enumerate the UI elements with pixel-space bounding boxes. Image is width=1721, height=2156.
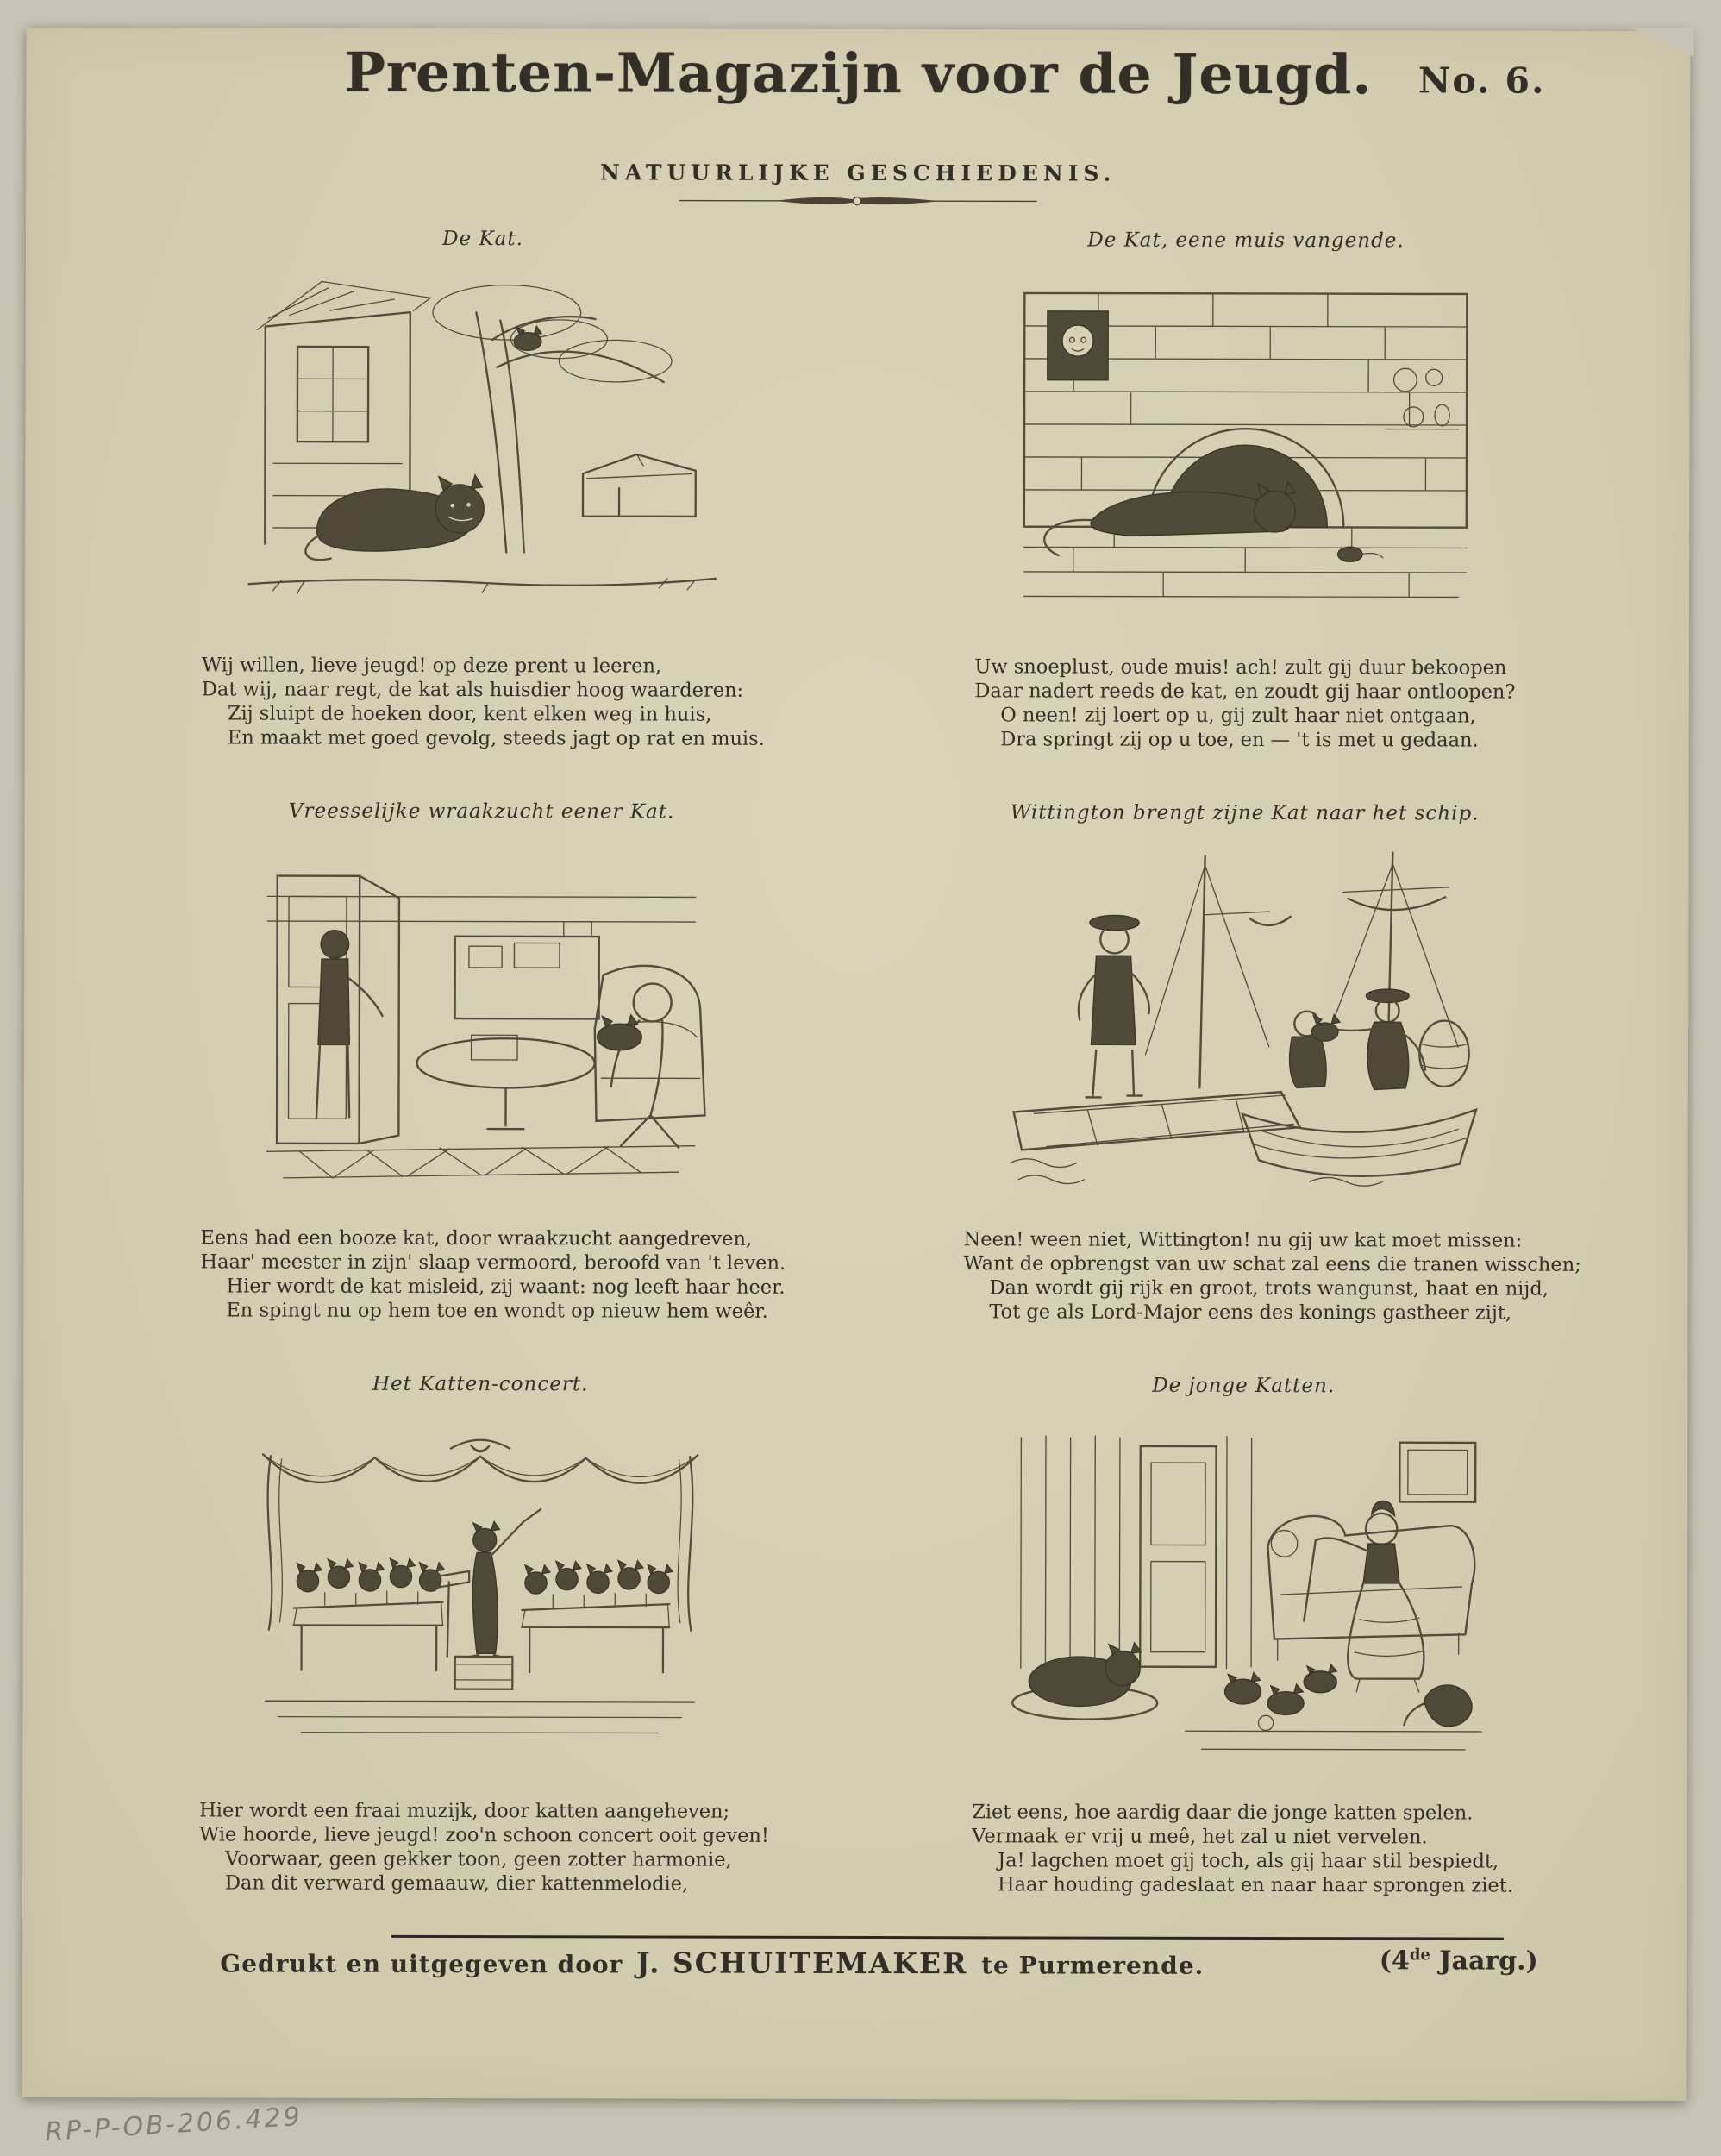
- verse-line: Dat wij, naar regt, de kat als huisdier hoog waarderen:: [201, 678, 744, 702]
- panel-wraakzucht: [200, 799, 786, 1323]
- wittington-engraving: [964, 832, 1525, 1211]
- section-title: NATUURLIJKE GESCHIEDENIS.: [599, 160, 1117, 186]
- kat-muis-engraving: [965, 260, 1526, 638]
- imprint-suffix: te Purmerende.: [981, 1951, 1205, 1980]
- panel-de-kat: [202, 227, 763, 750]
- panel-wittington: [963, 801, 1581, 1325]
- verse-line: Wie hoorde, lieve jeugd! zoo'n schoon concert ooit geven!: [199, 1823, 769, 1847]
- panel-caption: De Kat.: [442, 227, 523, 251]
- wraakzucht-engraving: [201, 830, 762, 1209]
- girl-with-kittens-illustration: [984, 1413, 1502, 1776]
- verse-line: Ja! lagchen moet gij toch, als gij haar stil bespiedt,: [998, 1849, 1499, 1873]
- verse-line: Haar' meester in zijn' slaap vermoord, beroofd van 't leven.: [200, 1250, 786, 1275]
- publisher-name: J. SCHUITEMAKER: [635, 1946, 968, 1981]
- panel-caption: Vreesselijke wraakzucht eener Kat.: [288, 799, 675, 824]
- panel-verse: [963, 1227, 1581, 1326]
- panel-caption: De Kat, eene muis vangende.: [1087, 229, 1405, 253]
- inventory-number-annotation: RP-P-OB-206.429: [44, 2101, 304, 2148]
- cat-stalking-mouse-illustration: [999, 267, 1492, 630]
- verse-line: Hier wordt een fraai muzijk, door katten aangeheven;: [199, 1799, 730, 1823]
- cat-revenge-interior-illustration: [231, 838, 732, 1201]
- cat-by-farmhouse-illustration: [241, 262, 724, 634]
- verse-line: Dan wordt gij rijk en groot, trots wangunst, haat en nijd,: [989, 1276, 1549, 1300]
- cat-concert-illustration: [247, 1412, 713, 1775]
- panel-kat-muis: [965, 229, 1526, 752]
- colophon: [22, 1934, 1687, 1998]
- masthead: [26, 28, 1690, 162]
- verse-line: Want de opbrengst van uw schat zal eens die tranen wisschen;: [963, 1252, 1581, 1276]
- wittington-ship-illustration: [990, 840, 1499, 1203]
- verse-line: En maakt met goed gevolg, steeds jagt op rat en muis.: [227, 726, 765, 750]
- jonge-katten-engraving: [962, 1405, 1524, 1783]
- verse-line: Tot ge als Lord-Major eens des konings gastheer zijt,: [989, 1300, 1512, 1325]
- panel-caption: De jonge Katten.: [1152, 1374, 1336, 1398]
- imprint-prefix: Gedrukt en uitgegeven door: [220, 1949, 623, 1979]
- panel-caption: Wittington brengt zijne Kat naar het schip.: [1010, 801, 1480, 825]
- panel-verse: [199, 1798, 769, 1896]
- verse-line: Eens had een booze kat, door wraakzucht aangedreven,: [200, 1226, 753, 1250]
- panel-grid: [22, 208, 1690, 1898]
- edition-open: (4: [1379, 1946, 1410, 1977]
- verse-line: Dra springt zij op u toe, en — 't is met u gedaan.: [1000, 728, 1479, 752]
- section-heading: [26, 159, 1690, 211]
- verse-line: Haar houding gadeslaat en naar haar sprongen ziet.: [998, 1873, 1513, 1897]
- verse-line: Daar nadert reeds de kat, en zoudt gij haar ontloopen?: [974, 680, 1516, 704]
- verse-line: Zij sluipt de hoeken door, kent elken weg in huis,: [227, 702, 712, 726]
- verse-line: Uw snoeplust, oude muis! ach! zult gij duur bekoopen: [974, 655, 1507, 680]
- colophon-rule: [391, 1935, 1504, 1940]
- panel-verse: [202, 653, 765, 750]
- panel-verse: [200, 1225, 785, 1323]
- page-title: Prenten-Magazijn voor de Jeugd.: [344, 40, 1373, 107]
- panel-katten-concert: [199, 1372, 769, 1896]
- verse-line: Ziet eens, hoe aardig daar die jonge katten spelen.: [972, 1801, 1474, 1825]
- katten-concert-engraving: [199, 1403, 760, 1782]
- verse-line: En spingt nu op hem toe en wondt op nieuw hem weêr.: [226, 1299, 768, 1323]
- ornament-divider-icon: [673, 192, 1043, 210]
- edition-close: Jaarg.): [1430, 1946, 1538, 1977]
- de-kat-engraving: [202, 258, 763, 636]
- verse-line: Vermaak er vrij u meê, het zal u niet vervelen.: [972, 1825, 1428, 1849]
- verse-line: Dan dit verward gemaauw, dier kattenmelodie,: [224, 1871, 689, 1896]
- verse-line: Neen! ween niet, Wittington! nu gij uw kat moet missen:: [963, 1228, 1523, 1252]
- verse-line: O neen! zij loert op u, gij zult haar niet ontgaan,: [1000, 704, 1476, 728]
- edition-superscript: de: [1409, 1946, 1430, 1965]
- panel-verse: [974, 655, 1515, 752]
- verse-line: Hier wordt de kat misleid, zij waant: nog leeft haar heer.: [226, 1275, 785, 1299]
- edition-note: [1380, 1946, 1538, 1976]
- panel-caption: Het Katten-concert.: [372, 1372, 589, 1396]
- print-sheet: [22, 28, 1690, 2101]
- panel-jonge-katten: [962, 1374, 1524, 1897]
- verse-line: Voorwaar, geen gekker toon, geen zotter harmonie,: [225, 1847, 732, 1871]
- verse-line: Wij willen, lieve jeugd! op deze prent u leeren,: [201, 654, 662, 678]
- panel-verse: [972, 1800, 1513, 1897]
- issue-number: No. 6.: [1417, 60, 1546, 102]
- imprint: [22, 1945, 1402, 1981]
